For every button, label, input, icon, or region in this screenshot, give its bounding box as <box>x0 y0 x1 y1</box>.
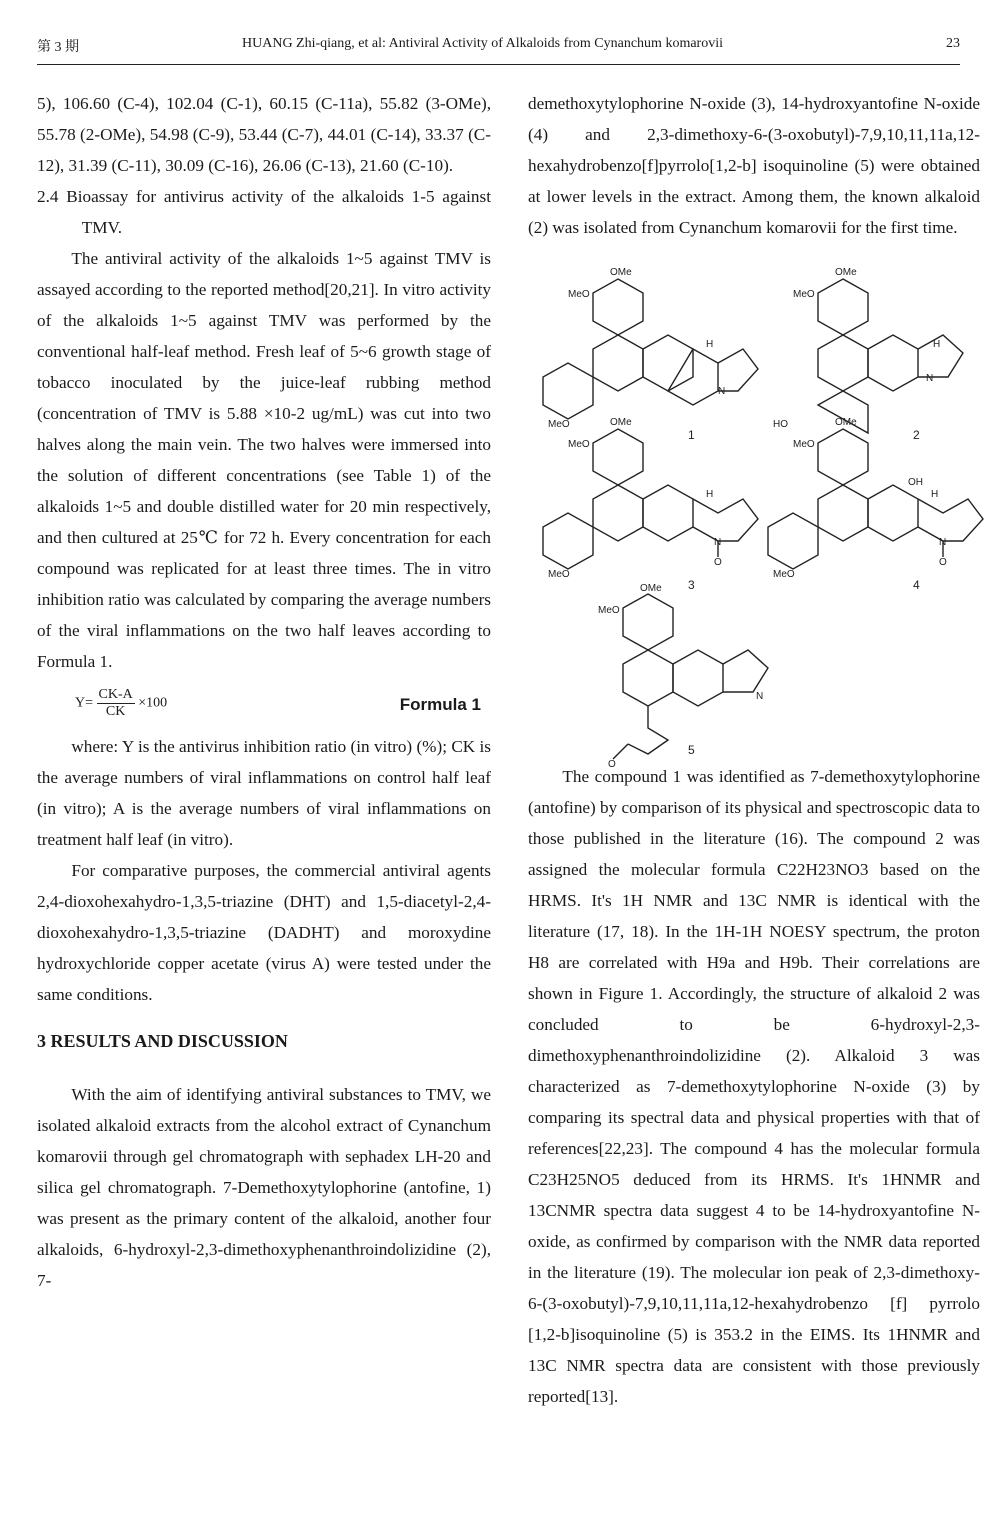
s1-meo-bottom-label: MeO <box>548 419 570 430</box>
structure-1-label: 1 <box>688 428 695 442</box>
page-number: 23 <box>946 36 960 51</box>
right-column <box>528 88 980 1412</box>
nmr-data-continued: 5), 106.60 (C-4), 102.04 (C-1), 60.15 (C-11a), 55.82 (3-OMe), 55.78 (2-OMe), 54.98 (C-9), 53.44 (C-7), 44.01 (C-14), 33.37 (C-12), 31.39 (C-11), 30.09 (C-16), 26.06 (C-13), 21.60 (C-10). <box>37 94 491 175</box>
formula-numerator: CK-A <box>98 687 133 702</box>
structure-2 <box>818 279 963 433</box>
formula-multiplier: ×100 <box>138 695 168 711</box>
s3-ome-label: OMe <box>610 417 632 428</box>
formula-expression <box>75 687 167 720</box>
structure-5 <box>613 594 768 759</box>
s2-n-label: N <box>926 373 934 384</box>
s1-h-label: H <box>706 339 714 350</box>
formula-where-paragraph: where: Y is the antivirus inhibition ratio (in vitro) (%); CK is the average numbers of viral inflammations on control half leaf (in vitro); A is the average numbers of viral inflammations on treatment half leaf (in vitro). <box>37 737 491 849</box>
structure-3 <box>543 429 758 569</box>
issue-number: 第 3 期 <box>37 40 79 55</box>
s3-o-label: O <box>714 557 722 568</box>
section-3-heading: 3 RESULTS AND DISCUSSION <box>37 1031 288 1051</box>
s3-n-label: N <box>714 537 722 548</box>
running-header <box>37 30 960 65</box>
s5-o-label: O <box>608 759 616 770</box>
structures-figure <box>528 249 980 770</box>
s2-meo-label: MeO <box>793 289 815 300</box>
s4-o-label: O <box>939 557 947 568</box>
formula-lhs: Y= <box>75 695 94 711</box>
formula-denominator: CK <box>105 704 126 719</box>
right-top-paragraph: demethoxytylophorine N-oxide (3), 14-hydroxyantofine N-oxide (4) and 2,3-dimethoxy-6-(3-oxobutyl)-7,9,10,11,11a,12-hexahydrobenzo[f]pyrrolo[1,2-b] isoquinoline (5) were obtained at lower levels in the extract. Among them, the known alkaloid (2) was isolated from Cynanchum komarovii for the first time. <box>528 94 980 237</box>
s1-n-label: N <box>718 386 726 397</box>
s4-oh-label: OH <box>908 477 923 488</box>
structure-5-label: 5 <box>688 743 695 757</box>
structure-1 <box>543 279 758 419</box>
s5-n-label: N <box>756 691 764 702</box>
s2-ome-label: OMe <box>835 267 857 278</box>
formula-1 <box>37 687 491 723</box>
s4-ome-label: OMe <box>835 417 857 428</box>
structure-3-label: 3 <box>688 578 695 592</box>
s2-h-label: H <box>933 339 941 350</box>
s4-meo-top-label: MeO <box>793 439 815 450</box>
formula-label: Formula 1 <box>399 695 481 714</box>
compound-discussion-paragraph: The compound 1 was identified as 7-demethoxytylophorine (antofine) by comparison of its physical and spectroscopic data to those published in the literature (16). The compound 2 was assigned the molecular formula C22H23NO3 based on the HRMS. It's 1H NMR and 13C NMR is identical with the literature (17, 18). In the 1H-1H NOESY spectrum, the proton H8 are correlated with H9a and H9b. Their correlations are shown in Figure 1. Accordingly, the structure of alkaloid 2 was concluded to be 6-hydroxyl-2,3-dimethoxyphenanthroindolizidine (2). Alkaloid 3 was characterized as 7-demethoxytylophorine N-oxide (3) by comparing its spectral data and physical properties with that of references[22,23]. The compound 4 has the molecular formula C23H25NO5 deduced from its HRMS. It's 1HNMR and 13CNMR spectra data suggest 4 to be 14-hydroxyantofine N-oxide, as confirmed by comparison with the NMR data reported in the literature (19). The molecular ion peak of 2,3-dimethoxy-6-(3-oxobutyl)-7,9,10,11,11a,12-hexahydrobenzo [f] pyrrolo [1,2-b]isoquinoline (5) is 353.2 in the EIMS. Its 1HNMR and 13C NMR spectra data are consistent with those previously reported[13]. <box>528 767 980 1406</box>
s5-ome-label: OMe <box>640 583 662 594</box>
structure-2-label: 2 <box>913 428 920 442</box>
section-2-4-heading: 2.4 Bioassay for antivirus activity of the alkaloids 1-5 against TMV. <box>37 187 491 237</box>
s4-h-label: H <box>931 489 939 500</box>
s5-meo-label: MeO <box>598 605 620 616</box>
chemical-structures-svg <box>528 249 980 770</box>
running-title: HUANG Zhi-qiang, et al: Antiviral Activity of Alkaloids from Cynanchum komarovii <box>242 36 723 51</box>
s3-meo-top-label: MeO <box>568 439 590 450</box>
s1-ome-label: OMe <box>610 267 632 278</box>
s3-h-label: H <box>706 489 714 500</box>
s2-ho-label: HO <box>773 419 788 430</box>
structure-4-label: 4 <box>913 578 920 592</box>
structure-4 <box>768 429 983 569</box>
s1-meo-top-label: MeO <box>568 289 590 300</box>
s3-meo-bottom-label: MeO <box>548 569 570 580</box>
s4-n-label: N <box>939 537 947 548</box>
bioassay-paragraph: The antiviral activity of the alkaloids 1~5 against TMV is assayed according to the reported method[20,21]. In vitro activity of the alkaloids 1~5 against TMV was performed by the conventional half-leaf method. Fresh leaf of 5~6 growth stage of tobacco inoculated by the juice-leaf rubbing method (concentration of TMV is 5.88 ×10-2 ug/mL) was cut into two halves along the main vein. The two halves were immersed into the solution of different concentrations (see Table 1) of the alkaloids 1~5 and double distilled water for 20 min respectively, and then cultured at 25℃ for 72 h. Every concentration for each compound was replicated for at least three times. The in vitro inhibition ratio was calculated by comparing the average numbers of the viral inflammations on the two half leaves according to Formula 1. <box>37 249 491 671</box>
left-column <box>37 88 491 1296</box>
comparative-paragraph: For comparative purposes, the commercial antiviral agents 2,4-dioxohexahydro-1,3,5-triazine (DHT) and 1,5-diacetyl-2,4-dioxohexahydro-1,3,5-triazine (DADHT) and moroxydine hydroxychloride copper acetate (virus A) were tested under the same conditions. <box>37 861 491 1004</box>
results-paragraph: With the aim of identifying antiviral substances to TMV, we isolated alkaloid extracts from the alcohol extract of Cynanchum komarovii through gel chromatograph with sephadex LH-20 and silica gel chromatograph. 7-Demethoxytylophorine (antofine, 1) was present as the primary content of the alkaloid, another four alkaloids, 6-hydroxyl-2,3-dimethoxyphenanthroindolizidine (2), 7- <box>37 1085 491 1290</box>
formula-fraction <box>97 687 135 720</box>
s4-meo-bottom-label: MeO <box>773 569 795 580</box>
